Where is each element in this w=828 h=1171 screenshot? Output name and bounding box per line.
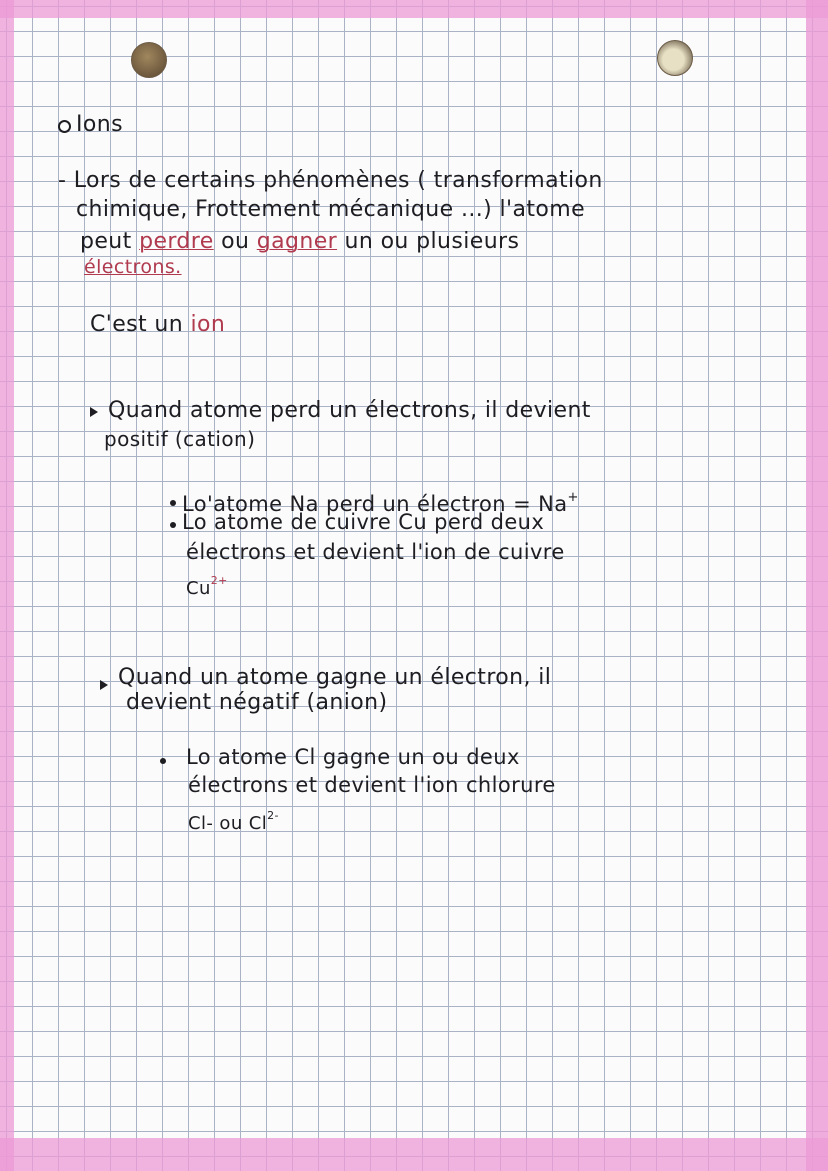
intro-line-3 bbox=[80, 229, 519, 254]
margin-bottom bbox=[0, 1138, 828, 1171]
copper-ion bbox=[186, 568, 228, 601]
word-perdre: perdre bbox=[139, 229, 214, 254]
cation-example-2-line-2: électrons et devient l'ion de cuivre bbox=[186, 540, 565, 564]
ion-def-prefix: C'est un bbox=[90, 312, 184, 337]
heading-circle-icon bbox=[58, 120, 71, 133]
punch-hole-right bbox=[657, 40, 693, 76]
bullet-icon bbox=[170, 522, 176, 528]
cation-example-2-line-1: Lo atome de cuivre Cu perd deux bbox=[182, 510, 545, 534]
bullet-icon bbox=[170, 500, 176, 506]
cation-line-1: Quand atome perd un électrons, il devient bbox=[108, 398, 591, 423]
arrow-bullet-icon bbox=[90, 407, 98, 417]
arrow-bullet-icon bbox=[100, 680, 108, 690]
na-charge: + bbox=[567, 490, 579, 505]
intro-plusieurs: un ou plusieurs bbox=[344, 229, 520, 254]
margin-top bbox=[0, 0, 828, 18]
chloride-symbol-2: Cl bbox=[248, 813, 268, 834]
intro-peut: peut bbox=[80, 229, 132, 254]
anion-line-2: devient négatif (anion) bbox=[126, 690, 388, 715]
chloride-charge-2: 2- bbox=[267, 809, 279, 822]
word-gagner: gagner bbox=[256, 229, 338, 254]
intro-line-1: - Lors de certains phénomènes ( transformation bbox=[58, 168, 603, 193]
chloride-symbol-1: Cl bbox=[188, 813, 207, 834]
copper-charge: 2+ bbox=[210, 574, 228, 587]
punch-hole-left bbox=[131, 42, 167, 78]
anion-line-1: Quand un atome gagne un électron, il bbox=[118, 665, 552, 690]
margin-left bbox=[0, 0, 14, 1171]
copper-symbol: Cu bbox=[186, 578, 211, 599]
chloride-ou: ou bbox=[219, 813, 243, 834]
cation-example-1-text: Lo'atome Na perd un électron = Na bbox=[182, 492, 568, 516]
intro-line-2: chimique, Frottement mécanique ...) l'atome bbox=[76, 197, 585, 222]
chloride-charge-1: - bbox=[206, 813, 214, 834]
word-ion: ion bbox=[190, 312, 226, 337]
cation-line-2: positif (cation) bbox=[104, 427, 256, 451]
anion-example-line-1: Lo atome Cl gagne un ou deux bbox=[186, 745, 520, 769]
margin-right bbox=[806, 0, 828, 1171]
intro-ou: ou bbox=[221, 229, 250, 254]
chloride-ions bbox=[188, 803, 279, 836]
word-electrons: électrons. bbox=[84, 256, 182, 278]
bullet-icon bbox=[160, 758, 166, 764]
heading: Ions bbox=[76, 112, 123, 137]
anion-example-line-2: électrons et devient l'ion chlorure bbox=[188, 773, 556, 797]
ion-definition bbox=[90, 312, 225, 337]
